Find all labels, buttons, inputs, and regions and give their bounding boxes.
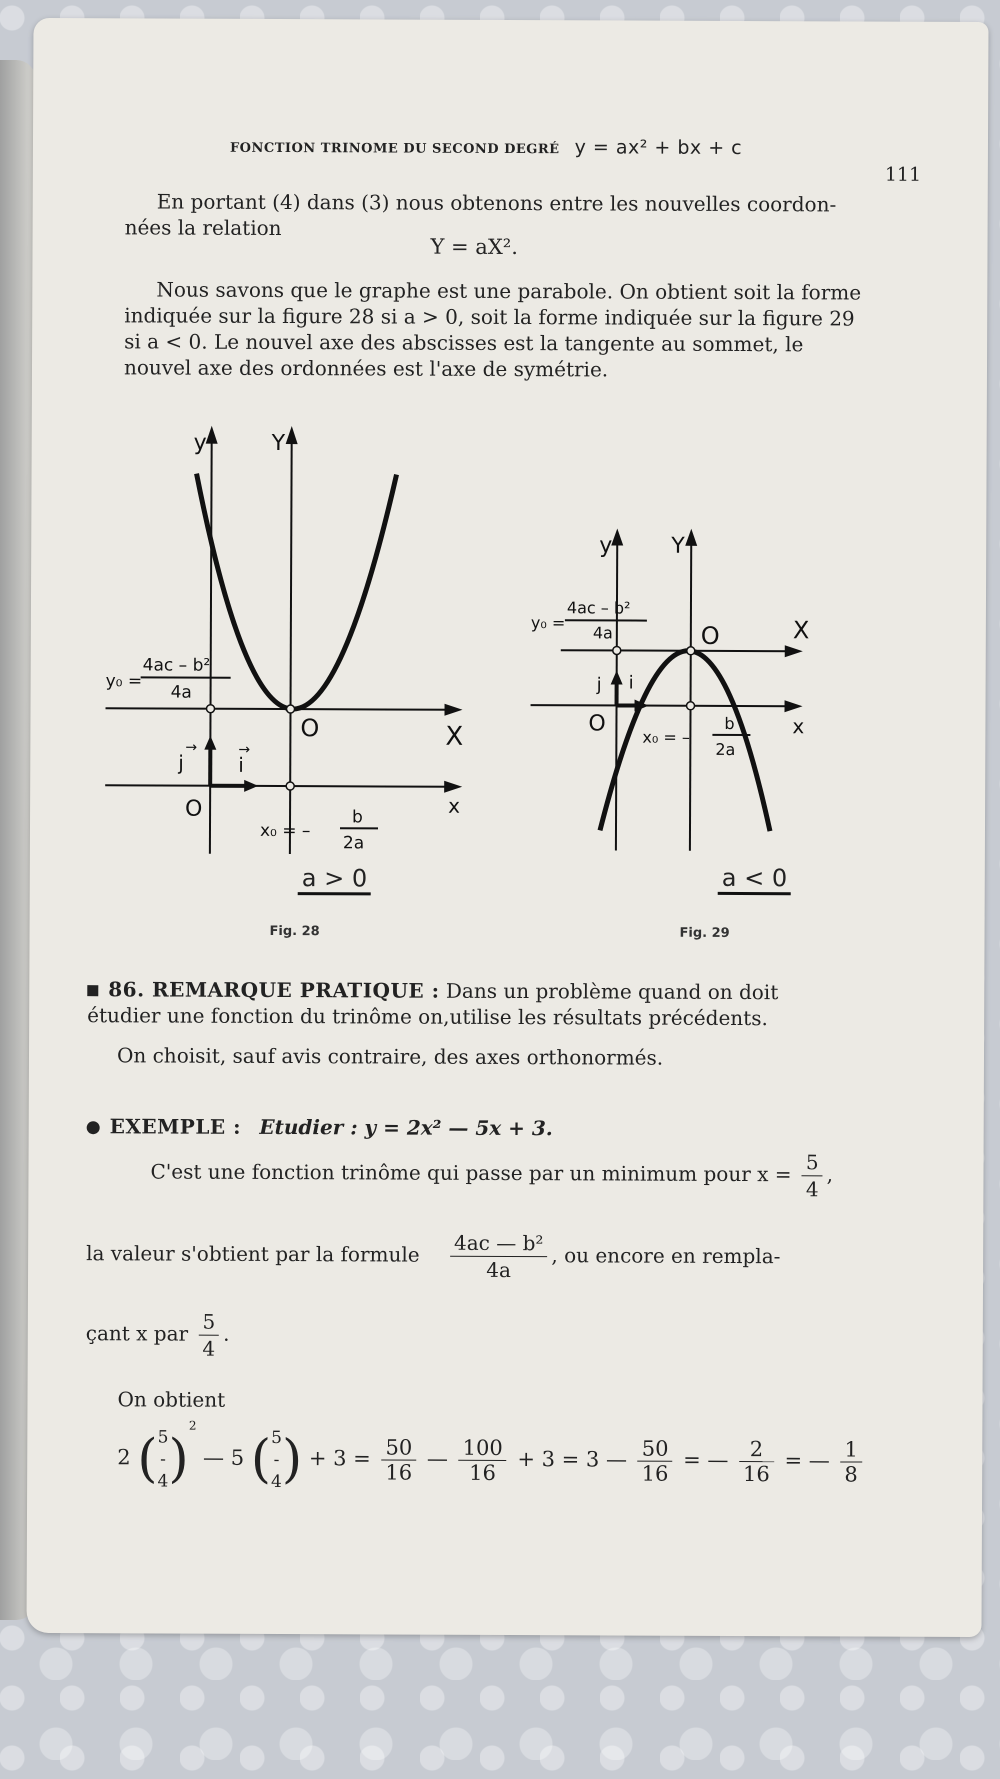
fig28-caption: Fig. 28 — [269, 923, 320, 940]
fraction-denominator: 4 — [805, 1177, 819, 1202]
calc-plus-3-eq-3: + 3 = 3 — — [517, 1447, 628, 1472]
exemple-line-2-end: , ou encore en rempla- — [551, 1243, 781, 1269]
on-obtient: On obtient — [117, 1387, 226, 1412]
fig29-Y-arrow — [685, 529, 697, 546]
fig28-label-X: X — [445, 721, 464, 752]
fig28-y0-den: 4a — [170, 682, 192, 703]
fig29-x0-den: 2a — [715, 739, 736, 759]
fig29-x-arrow — [785, 700, 803, 712]
fig29-label-y: y — [599, 533, 613, 559]
fig28-label-x: x — [448, 793, 460, 818]
fig29-label-i: i — [628, 672, 634, 694]
calc-eq-minus: = — — [683, 1447, 729, 1472]
intro-line-2: nées la relation — [124, 215, 282, 241]
fig29-y0-den: 4a — [592, 623, 613, 643]
fig28-x-axis — [105, 785, 455, 787]
fig28-j-arrowhead — [204, 736, 216, 750]
fig29-caption: Fig. 29 — [679, 925, 730, 941]
calc-paren-frac-1: 5 - 4 — [157, 1426, 169, 1492]
square-bullet-icon — [87, 985, 98, 996]
intro-text — [125, 188, 945, 244]
relation-equation: Y = aX². — [430, 234, 518, 260]
calculation-line — [117, 1418, 937, 1495]
fig28-y0-lhs: y₀ = — [105, 671, 143, 692]
exemple-line-2 — [86, 1228, 946, 1285]
calc-f3-num: 50 — [638, 1437, 673, 1462]
fig29-vertex — [687, 647, 695, 655]
fig28-point-x0 — [286, 782, 294, 790]
fraction-numerator: 5 — [198, 1309, 219, 1336]
fig28-Y-arrow — [286, 426, 298, 444]
page-number: 111 — [884, 163, 922, 186]
fig29-y-arrow — [611, 528, 623, 545]
exemple-line-1-end: , — [826, 1162, 834, 1187]
fig28-j-arrow-mark: → — [185, 739, 198, 756]
calc-frac-1-8 — [840, 1437, 862, 1486]
right-paren-icon: ) — [281, 1429, 303, 1490]
formula-numerator: 4ac — b² — [450, 1230, 548, 1257]
calc-p2-num: 5 — [271, 1427, 283, 1448]
exemple-task: Etudier : y = 2x² — 5x + 3. — [259, 1114, 553, 1141]
book-page — [26, 18, 988, 1637]
remarque-title: 86. REMARQUE PRATIQUE : — [108, 977, 440, 1003]
fig29-label-O-big: O — [700, 621, 720, 650]
fig29-label-Y: Y — [671, 533, 685, 559]
exemple-line-1 — [120, 1146, 950, 1203]
fig28-label-O-big: O — [300, 714, 320, 743]
exemple-heading — [87, 1113, 947, 1143]
fig29-y0-num: 4ac – b² — [566, 598, 631, 618]
exemple-title: EXEMPLE : — [109, 1114, 242, 1139]
figure-29 — [530, 520, 931, 862]
fig29-x0-num: b — [724, 713, 735, 733]
intro-line-1: En portant (4) dans (3) nous obtenons entre les nouvelles coordon- — [156, 189, 837, 217]
calc-f5-num: 1 — [840, 1437, 861, 1462]
fraction-denominator: 4 — [202, 1336, 216, 1361]
remarque-text-2: étudier une fonction du trinôme on,utilise les résultats précédents. — [87, 1003, 768, 1031]
paragraph-line-4: nouvel axe des ordonnées est l'axe de symétrie. — [123, 355, 609, 382]
fig28-y-axis — [210, 434, 212, 854]
calc-p2-den: 4 — [270, 1471, 282, 1492]
fig28-y0-num: 4ac – b² — [142, 655, 211, 676]
round-bullet-icon — [87, 1121, 100, 1134]
fig28-parabola — [196, 474, 397, 710]
paragraph-line-3: si a < 0. Le nouvel axe des abscisses est la tangente au sommet, le — [124, 329, 804, 357]
calc-p1-den: 4 — [157, 1470, 169, 1492]
fig29-X-arrow — [785, 645, 803, 657]
fig29-label-O-small: O — [588, 711, 606, 737]
calc-f3-den: 16 — [641, 1461, 669, 1486]
formula-fraction — [450, 1230, 548, 1283]
calc-frac-50-16 — [381, 1435, 416, 1484]
running-title: FONCTION TRINOME DU SECOND DEGRÉ — [229, 140, 560, 158]
remarque-text-1: Dans un problème quand on doit — [445, 978, 779, 1005]
calc-f4-den: 16 — [742, 1462, 770, 1487]
calc-f1-den: 16 — [385, 1460, 413, 1485]
fig29-point-y0 — [613, 646, 621, 654]
paragraph-line-1: Nous savons que le graphe est une parabole. On obtient soit la forme — [156, 277, 862, 305]
calc-f4-num: 2 — [739, 1437, 774, 1462]
fig28-i-arrow-mark: → — [238, 741, 251, 758]
calc-paren-frac-2: 5 - 4 — [270, 1427, 283, 1492]
fig28-label-y: y — [193, 430, 207, 456]
fig28-Y-axis — [290, 434, 292, 854]
calc-frac-2-16 — [739, 1437, 774, 1486]
fig28-label-Y: Y — [271, 430, 286, 457]
fig28-X-arrow — [444, 704, 462, 716]
calc-coef-2: 2 — [117, 1445, 131, 1470]
exemple-line-2-text: la valeur s'obtient par la formule — [86, 1241, 420, 1267]
fig29-y0-lhs: y₀ = — [530, 613, 566, 633]
calc-p1-num: 5 — [157, 1426, 169, 1448]
fig29-x-axis — [531, 705, 796, 706]
fig28-x0-num: b — [351, 807, 363, 828]
fig29-j-arrowhead — [611, 670, 623, 684]
fraction-numerator: 5 — [802, 1149, 823, 1176]
calc-minus: — — [426, 1446, 448, 1471]
fig29-label-j: j — [596, 674, 602, 696]
calc-frac-50-16-b — [638, 1437, 673, 1486]
fig28-label-O-small: O — [185, 796, 203, 822]
fig28-X-axis — [106, 708, 456, 710]
fig28-label-j: j — [178, 750, 184, 775]
fig29-label-x: x — [792, 714, 805, 739]
calc-f2-den: 16 — [469, 1460, 497, 1485]
running-header — [230, 135, 930, 160]
remarque-section — [87, 976, 947, 1072]
remarque-text-3: On choisit, sauf avis contraire, des axes orthonormés. — [116, 1043, 664, 1070]
calc-eq-minus-2: = — — [784, 1448, 830, 1473]
calc-f2-num: 100 — [459, 1436, 507, 1461]
calc-frac-100-16 — [458, 1436, 506, 1485]
left-paren-icon: ( — [250, 1429, 272, 1490]
fig28-x0-den: 2a — [342, 833, 365, 854]
fig28-label-i: i — [238, 752, 244, 777]
calc-square: 2 — [188, 1418, 197, 1433]
exemple-line-3 — [86, 1308, 946, 1365]
calc-f1-num: 50 — [381, 1435, 416, 1460]
paragraph-line-2: indiquée sur la figure 28 si a > 0, soit la forme indiquée sur la figure 29 — [124, 303, 855, 331]
exemple-line-3-end: . — [223, 1321, 230, 1346]
exemple-line-1-text: C'est une fonction trinôme qui passe par un minimum pour x = — [150, 1159, 792, 1187]
fig29-x0-lhs: x₀ = – — [642, 727, 690, 747]
exemple-line-3-text: çant x par — [85, 1321, 189, 1346]
fig28-i-arrowhead — [244, 780, 258, 792]
fig28-y-arrow — [206, 426, 218, 444]
formula-denominator: 4a — [486, 1257, 511, 1283]
left-paren-icon: ( — [137, 1428, 158, 1489]
fig28-vertex — [286, 705, 294, 713]
fraction-5-4-b — [198, 1309, 219, 1362]
header-equation: y = ax² + bx + c — [574, 136, 743, 160]
fig29-condition: a < 0 — [718, 864, 791, 895]
calc-f5-den: 8 — [844, 1462, 858, 1487]
fig29-label-X: X — [792, 616, 810, 645]
fig28-x0-lhs: x₀ = – — [259, 820, 311, 842]
fraction-5-4-a — [802, 1149, 823, 1202]
paragraph-graph — [124, 276, 944, 384]
fig29-point-x0 — [687, 702, 695, 710]
fig29-Y-axis — [690, 536, 691, 851]
fig28-condition: a > 0 — [298, 864, 371, 895]
right-paren-icon: ) — [168, 1429, 189, 1490]
calc-plus-3: + 3 = — [308, 1446, 371, 1471]
fig28-x-arrow — [444, 781, 462, 793]
calc-minus-5: — 5 — [203, 1445, 245, 1470]
figure-28 — [100, 413, 522, 885]
fig28-point-y0 — [206, 705, 214, 713]
